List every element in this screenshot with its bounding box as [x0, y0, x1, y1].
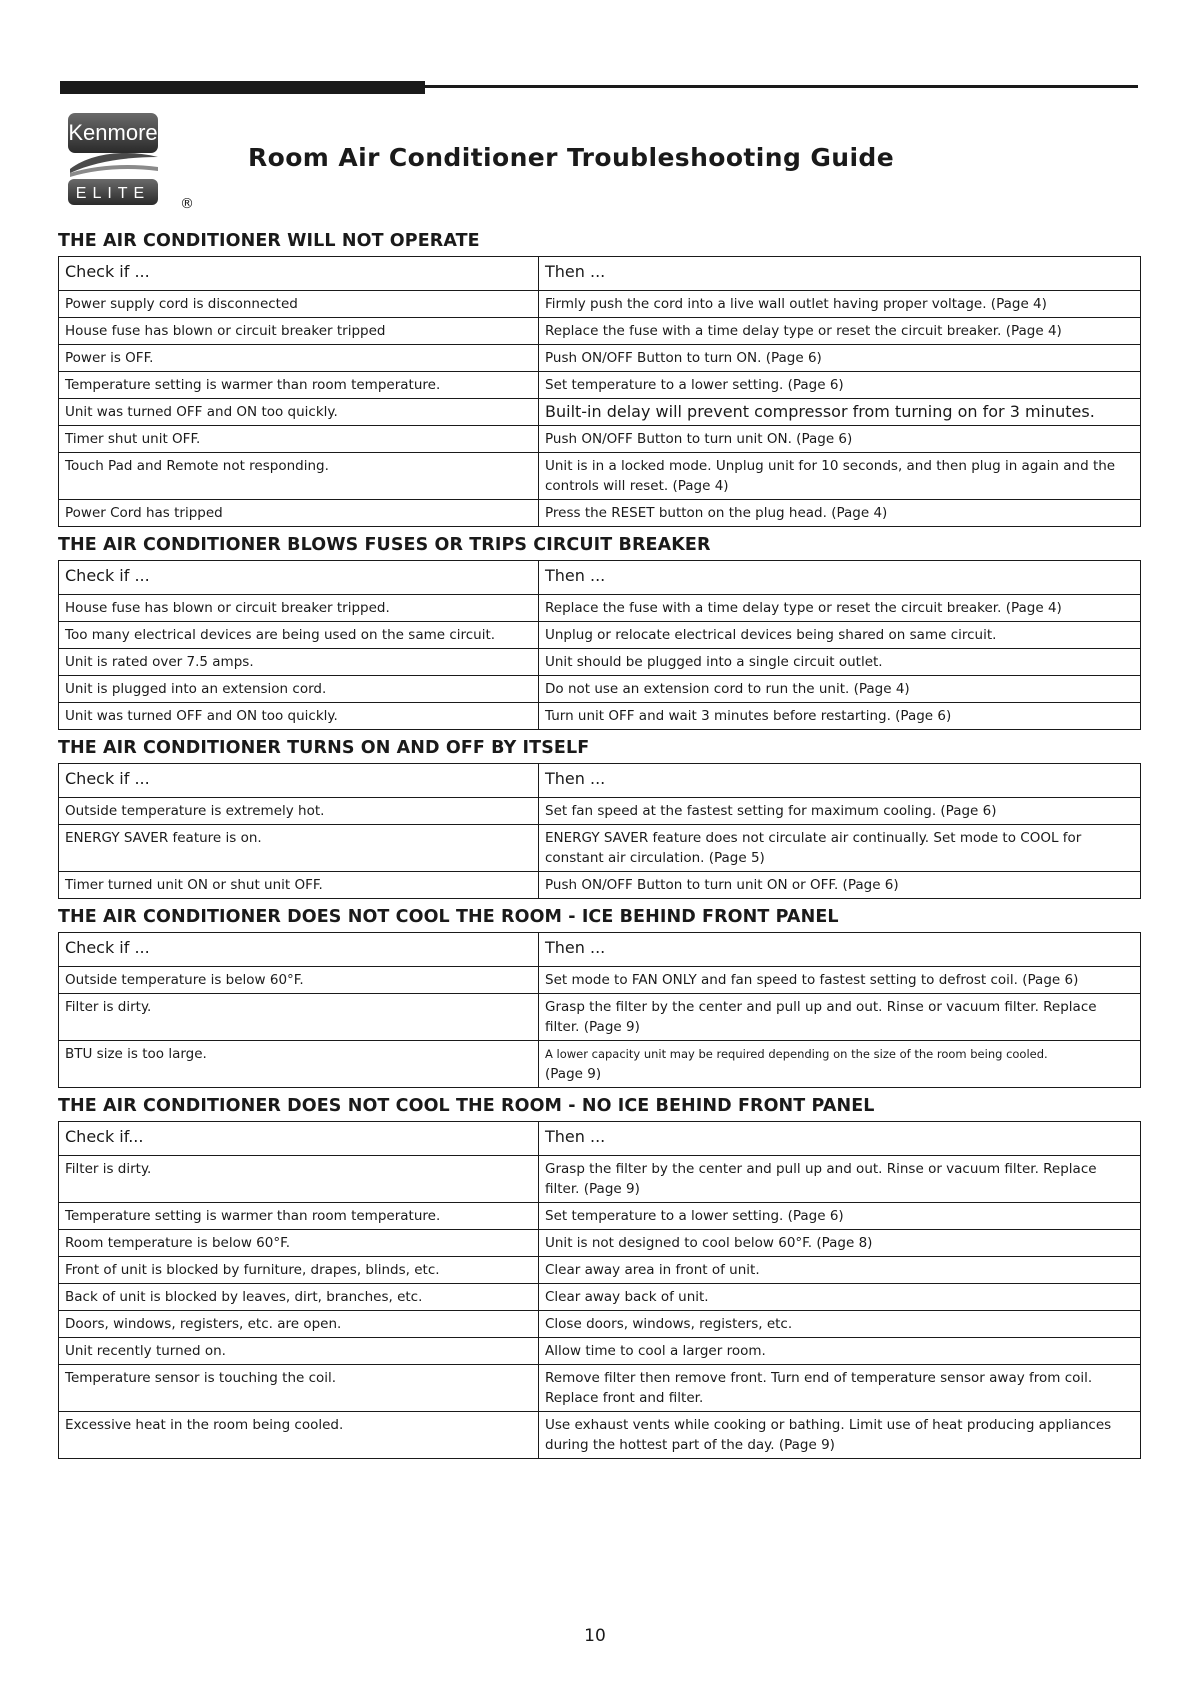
then-cell: Built-in delay will prevent compressor from turning on for 3 minutes.	[539, 399, 1141, 426]
then-cell: Turn unit OFF and wait 3 minutes before restarting. (Page 6)	[539, 703, 1141, 730]
then-cell: Close doors, windows, registers, etc.	[539, 1311, 1141, 1338]
then-cell-text: A lower capacity unit may be required depending on the size of the room being cooled.	[545, 1047, 1048, 1061]
table-row	[59, 1257, 1141, 1284]
table-blows-fuses	[58, 560, 1141, 730]
page-title: Room Air Conditioner Troubleshooting Guide	[248, 143, 895, 172]
check-cell: Excessive heat in the room being cooled.	[59, 1412, 539, 1459]
table-will-not-operate	[58, 256, 1141, 527]
then-cell: Replace the fuse with a time delay type or reset the circuit breaker. (Page 4)	[539, 318, 1141, 345]
then-cell: Firmly push the cord into a live wall outlet having proper voltage. (Page 4)	[539, 291, 1141, 318]
table-row	[59, 825, 1141, 872]
then-cell: Replace the fuse with a time delay type or reset the circuit breaker. (Page 4)	[539, 595, 1141, 622]
table-row	[59, 703, 1141, 730]
check-cell: Unit was turned OFF and ON too quickly.	[59, 399, 539, 426]
then-cell: Allow time to cool a larger room.	[539, 1338, 1141, 1365]
check-cell: Doors, windows, registers, etc. are open.	[59, 1311, 539, 1338]
section-heading-will-not-operate: THE AIR CONDITIONER WILL NOT OPERATE	[58, 231, 480, 251]
then-cell: Grasp the filter by the center and pull up and out. Rinse or vacuum filter. Replace filter. (Page 9)	[539, 994, 1141, 1041]
check-cell: Temperature setting is warmer than room temperature.	[59, 372, 539, 399]
table-row	[59, 399, 1141, 426]
table-row	[59, 1230, 1141, 1257]
then-cell-page-ref: (Page 9)	[545, 1066, 602, 1082]
then-cell: Push ON/OFF Button to turn unit ON. (Page 6)	[539, 426, 1141, 453]
then-cell: Set fan speed at the fastest setting for maximum cooling. (Page 6)	[539, 798, 1141, 825]
then-cell: Press the RESET button on the plug head. (Page 4)	[539, 500, 1141, 527]
table-row	[59, 1365, 1141, 1412]
check-cell: Power supply cord is disconnected	[59, 291, 539, 318]
table-header-row	[59, 561, 1141, 595]
column-header-check: Check if ...	[59, 257, 539, 291]
check-cell: BTU size is too large.	[59, 1041, 539, 1088]
check-cell: Too many electrical devices are being used on the same circuit.	[59, 622, 539, 649]
check-cell: Room temperature is below 60°F.	[59, 1230, 539, 1257]
column-header-then: Then ...	[539, 561, 1141, 595]
check-cell: Temperature sensor is touching the coil.	[59, 1365, 539, 1412]
header-rule-thin	[425, 85, 1138, 88]
then-cell: Unit is in a locked mode. Unplug unit for 10 seconds, and then plug in again and the controls will reset. (Page 4)	[539, 453, 1141, 500]
then-cell: Clear away back of unit.	[539, 1284, 1141, 1311]
table-header-row	[59, 764, 1141, 798]
table-row	[59, 345, 1141, 372]
then-cell: ENERGY SAVER feature does not circulate air continually. Set mode to COOL for constant air circulation. (Page 5)	[539, 825, 1141, 872]
table-row	[59, 1284, 1141, 1311]
troubleshooting-content	[58, 228, 1140, 1464]
table-row	[59, 372, 1141, 399]
check-cell: Timer shut unit OFF.	[59, 426, 539, 453]
table-row	[59, 453, 1141, 500]
column-header-check: Check if ...	[59, 561, 539, 595]
then-cell: Do not use an extension cord to run the unit. (Page 4)	[539, 676, 1141, 703]
then-cell: Unit should be plugged into a single circuit outlet.	[539, 649, 1141, 676]
then-cell: Set temperature to a lower setting. (Page 6)	[539, 1203, 1141, 1230]
check-cell: Power is OFF.	[59, 345, 539, 372]
check-cell: Filter is dirty.	[59, 1156, 539, 1203]
check-cell: Back of unit is blocked by leaves, dirt, branches, etc.	[59, 1284, 539, 1311]
then-cell: Use exhaust vents while cooking or bathing. Limit use of heat producing appliances during the hottest part of the day. (Page 9)	[539, 1412, 1141, 1459]
check-cell: Touch Pad and Remote not responding.	[59, 453, 539, 500]
table-row	[59, 967, 1141, 994]
column-header-then: Then ...	[539, 1122, 1141, 1156]
check-cell: Temperature setting is warmer than room temperature.	[59, 1203, 539, 1230]
then-cell: Grasp the filter by the center and pull up and out. Rinse or vacuum filter. Replace filter. (Page 9)	[539, 1156, 1141, 1203]
check-cell: Outside temperature is below 60°F.	[59, 967, 539, 994]
column-header-check: Check if ...	[59, 933, 539, 967]
page-number: 10	[584, 1626, 606, 1646]
section-heading-blows-fuses: THE AIR CONDITIONER BLOWS FUSES OR TRIPS CIRCUIT BREAKER	[58, 535, 711, 555]
table-row	[59, 1203, 1141, 1230]
table-row	[59, 872, 1141, 899]
then-cell: Unit is not designed to cool below 60°F. (Page 8)	[539, 1230, 1141, 1257]
then-cell: Push ON/OFF Button to turn unit ON or OFF. (Page 6)	[539, 872, 1141, 899]
table-row	[59, 676, 1141, 703]
kenmore-elite-logo	[66, 113, 160, 207]
column-header-then: Then ...	[539, 933, 1141, 967]
table-header-row	[59, 257, 1141, 291]
check-cell: House fuse has blown or circuit breaker tripped.	[59, 595, 539, 622]
check-cell: Filter is dirty.	[59, 994, 539, 1041]
table-row	[59, 994, 1141, 1041]
check-cell: Unit is plugged into an extension cord.	[59, 676, 539, 703]
check-cell: House fuse has blown or circuit breaker tripped	[59, 318, 539, 345]
table-header-row	[59, 933, 1141, 967]
table-header-row	[59, 1122, 1141, 1156]
section-heading-no-ice-behind-panel: THE AIR CONDITIONER DOES NOT COOL THE ROOM - NO ICE BEHIND FRONT PANEL	[58, 1096, 875, 1116]
table-row	[59, 1311, 1141, 1338]
then-cell	[539, 1041, 1141, 1088]
table-row	[59, 1338, 1141, 1365]
check-cell: Outside temperature is extremely hot.	[59, 798, 539, 825]
table-row	[59, 426, 1141, 453]
check-cell: Power Cord has tripped	[59, 500, 539, 527]
check-cell: Timer turned unit ON or shut unit OFF.	[59, 872, 539, 899]
table-row	[59, 500, 1141, 527]
then-cell: Unplug or relocate electrical devices being shared on same circuit.	[539, 622, 1141, 649]
column-header-check: Check if ...	[59, 764, 539, 798]
header-rule-thick	[60, 81, 425, 94]
section-heading-ice-behind-panel: THE AIR CONDITIONER DOES NOT COOL THE ROOM - ICE BEHIND FRONT PANEL	[58, 907, 839, 927]
table-no-ice-behind-panel	[58, 1121, 1141, 1459]
table-row	[59, 318, 1141, 345]
table-row	[59, 595, 1141, 622]
column-header-then: Then ...	[539, 257, 1141, 291]
then-cell: Push ON/OFF Button to turn ON. (Page 6)	[539, 345, 1141, 372]
logo-sub-text: ELITE	[75, 185, 151, 202]
logo-brand-text: Kenmore	[68, 120, 158, 145]
column-header-then: Then ...	[539, 764, 1141, 798]
registered-mark: ®	[180, 196, 194, 212]
table-row	[59, 1412, 1141, 1459]
check-cell: Unit is rated over 7.5 amps.	[59, 649, 539, 676]
then-cell: Set mode to FAN ONLY and fan speed to fastest setting to defrost coil. (Page 6)	[539, 967, 1141, 994]
then-cell: Clear away area in front of unit.	[539, 1257, 1141, 1284]
table-turns-on-off	[58, 763, 1141, 899]
table-row	[59, 291, 1141, 318]
check-cell: Unit recently turned on.	[59, 1338, 539, 1365]
table-row	[59, 649, 1141, 676]
check-cell: ENERGY SAVER feature is on.	[59, 825, 539, 872]
table-ice-behind-panel	[58, 932, 1141, 1088]
then-cell: Set temperature to a lower setting. (Page 6)	[539, 372, 1141, 399]
table-row	[59, 798, 1141, 825]
table-row	[59, 1041, 1141, 1088]
table-row	[59, 1156, 1141, 1203]
then-cell: Remove filter then remove front. Turn end of temperature sensor away from coil. Replace front and filter.	[539, 1365, 1141, 1412]
table-row	[59, 622, 1141, 649]
check-cell: Unit was turned OFF and ON too quickly.	[59, 703, 539, 730]
check-cell: Front of unit is blocked by furniture, drapes, blinds, etc.	[59, 1257, 539, 1284]
section-heading-turns-on-off: THE AIR CONDITIONER TURNS ON AND OFF BY ITSELF	[58, 738, 590, 758]
column-header-check: Check if...	[59, 1122, 539, 1156]
